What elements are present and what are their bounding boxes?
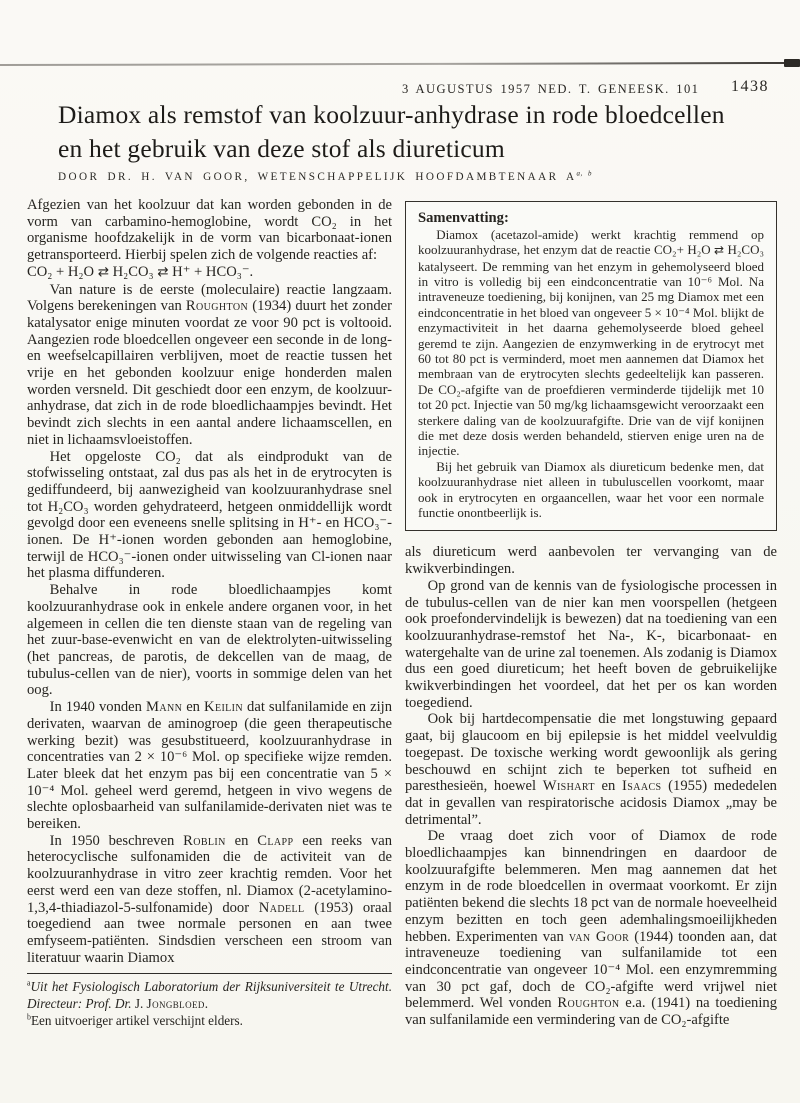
byline: DOOR DR. H. VAN GOOR, WETENSCHAPPELIJK HOOFDAMBTENAAR A$^{a, b}$ xyxy=(58,169,592,183)
summary-paragraph: Diamox (acetazol-amide) werkt krachtig remmend op koolzuuranhydrase, het enzym dat de reactie CO₂+ H₂O ⇄ H₂CO₃ katalyseert. De remming van het enzym in gehemolyseerd bloed in vitro is volledig bij een eindconcentratie van 10⁻⁶ Mol. Na intraveneuze toediening, bij konijnen, van 25 mg Diamox met een eindconcentratie in het bloed van ongeveer 5 × 10⁻⁴ Mol. blijkt de enzymactiviteit in het daarna gehemolyseerde bloed geheel geremd te zijn. Aangezien de enzymwerking in de erytrocyt met 60 tot 80 pct is verminderd, moet men aannemen dat Diamox het membraan van de erytrocyten slechts gedeeltelijk kan passeren. De CO₂-afgifte van de proefdieren verminderde tijdelijk met 10 tot 20 pct. Injectie van 50 mg/kg lichaamsgewicht veroorzaakt een sterkere daling van de koolzuurafgifte. Drie van de vijf konijnen die met deze dosis werden behandeld, stierven enige uren na de injectie. xyxy=(418,226,764,459)
article-title-line2: en het gebruik van deze stof als diureticum xyxy=(58,134,505,163)
paragraph: als diureticum werd aanbevolen ter vervanging van de kwikverbindingen. xyxy=(405,544,777,578)
paragraph: In 1950 beschreven Roblin en Clapp een reeks van heterocyclische sulfonamiden die de activiteit van de koolzuuranhydrase in vitro zeer krachtig remden. Voor het eerst werd een van deze stoffen, nl. Diamox (2-acetylamino-1,3,4-thiadiazol-5-sulfonamide) door Nadell (1953) oraal toegediend aan twee normale personen en aan twee emfyseem-patiënten. Sindsdien verscheen een stroom van literatuur waarin Diamox xyxy=(27,832,392,966)
summary-heading: Samenvatting: xyxy=(418,210,509,226)
footnote-a: $^a$Uit het Fysiologisch Laboratorium der Rijksuniversiteit te Utrecht. Directeur: Prof. Dr. J. Jongbloed. xyxy=(27,978,392,1011)
paragraph: Het opgeloste CO₂ dat als eindprodukt van de stofwisseling ontstaat, zal dus pas als het in de erytrocyten is gediffundeerd, bij aanwezigheid van koolzuuranhydrase snel tot H₂CO₃ worden gehydrateerd, hetgeen onmiddellijk wordt gevolgd door een eveneens snelle splitsing in H⁺- en HCO₃⁻-ionen. De H⁺-ionen worden gebonden aan hemoglobine, terwijl de HCO₃⁻-ionen onder uitwisseling van Cl-ionen naar het plasma diffunderen. xyxy=(27,448,392,582)
paragraph: Ook bij hartdecompensatie die met longstuwing gepaard gaat, bij glaucoom en bij epilepsie is het middel veelvuldig toegepast. De toxische werking wordt gewoonlijk als gering beschouwd en schijnt zich te beperken tot sufheid en paresthesieën, hoewel Wishart en Isaacs (1955) mededelen dat in gevallen van respiratorische acidosis Diamox „may be detrimental”. xyxy=(405,711,777,828)
right-column xyxy=(405,197,777,1103)
scan-artifact-mark xyxy=(784,59,800,67)
paragraph: De vraag doet zich voor of Diamox de rode bloedlichaampjes kan binnendringen en daardoor de koolzuurafgifte belemmeren. Men mag aannemen dat het enzym in de rode bloedcellen in overmaat voorkomt. Er zijn patiënten bekend die slechts 18 pct van de normale hoeveelheid enzym bezitten en toch geen ademhalingsmoeilijkheden hebben. Experimenten van van Goor (1944) toonden aan, dat intraveneuze toediening van sulfanilamide tot een eindconcentratie van ongeveer 10⁻⁴ Mol. een enzymremming van 30 pct gaf, doch de CO₂-afgifte werd vrijwel niet belemmerd. Wel vonden Roughton e.a. (1941) na toediening van sulfanilamide een vermindering van de CO₂-afgifte xyxy=(405,828,777,1029)
journal-header: 3 AUGUSTUS 1957 NED. T. GENEESK. 101 xyxy=(402,82,700,96)
summary-paragraph: Bij het gebruik van Diamox als diureticum bedenke men, dat koolzuuranhydrase niet alleen in tubuluscellen voorkomt, maar ook in erytrocyten en orgaancellen, waar het voor een normale functie onontbeerlijk is. xyxy=(418,458,764,521)
scan-artifact-line xyxy=(0,62,800,66)
paragraph: Op grond van de kennis van de fysiologische processen in de tubulus-cellen van de nier kan men voorspellen (hetgeen ook proefondervindelijk is bewezen) dat na toediening van een koolzuuranhydrase-remstof het Na-, K-, bicarbonaat- en watergehalte van de urine zal toenemen. Als zodanig is Diamox dus een goed diureticum; het heeft boven de gebruikelijke kwikverbindingen het voordeel, dat het per os kan worden toegediend. xyxy=(405,577,777,711)
footnotes xyxy=(27,973,392,1029)
article-body xyxy=(27,197,777,1103)
paragraph: In 1940 vonden Mann en Keilin dat sulfanilamide en zijn derivaten, waarvan de aminogroep (die geen therapeutische werking bezit) was gesubstitueerd, koolzuuranhydrase in concentraties van 2 × 10⁻⁶ Mol. op specifieke wijze remden. Later bleek dat het enzym pas bij een concentratie van 5 × 10⁻⁴ Mol. geheel werd geremd, hetgeen in vivo wegens de slechte oplosbaarheid van sulfanilamide-derivaten niet was te bereiken. xyxy=(27,699,392,833)
footnote-b: $^b$Een uitvoeriger artikel verschijnt elders. xyxy=(27,1012,243,1028)
article-title-line1: Diamox als remstof van koolzuur-anhydrase in rode bloedcellen xyxy=(58,100,725,129)
paragraph: Afgezien van het koolzuur dat kan worden gebonden in de vorm van carbamino-hemoglobine, wordt CO₂ in het organisme hoofdzakelijk in de vorm van bicarbonaat-ionen getransporteerd. Hierbij spelen zich de volgende reacties af: xyxy=(27,197,392,264)
paragraph: Van nature is de eerste (moleculaire) reactie langzaam. Volgens berekeningen van Roughton (1934) duurt het zonder katalysator enige minuten voordat ze voor 90 pct is voltooid. Aangezien rode bloedcellen ongeveer een seconde in de long- en weefselcapillairen verblijven, moet de reactie tussen het vrije en het gebonden koolzuur enige honderden malen worden versneld. Dit geschiedt door een enzym, de koolzuur-anhydrase, dat zich in de rode bloedlichaampjes bevindt. Het bevindt zich slechts in een aantal andere lichaamscellen, en niet in lichaamsvloeistoffen. xyxy=(27,281,393,448)
chemical-equation: CO₂ + H₂O ⇄ H₂CO₃ ⇄ H⁺ + HCO₃⁻. xyxy=(27,263,254,280)
summary-box xyxy=(405,201,777,531)
paragraph: Behalve in rode bloedlichaampjes komt koolzuuranhydrase ook in enkele andere organen voor, in het algemeen in cellen die ten dienste staan van de regeling van het zuur-base-evenwicht en van de elektrolyten-uitwisseling (het pancreas, de parotis, de dekcellen van de maag, de tubulus-cellen van de nier), voorts in sommige delen van het oog. xyxy=(27,582,392,699)
left-column xyxy=(27,197,392,1103)
article-title xyxy=(58,98,782,166)
page-number: 1438 xyxy=(731,78,769,95)
